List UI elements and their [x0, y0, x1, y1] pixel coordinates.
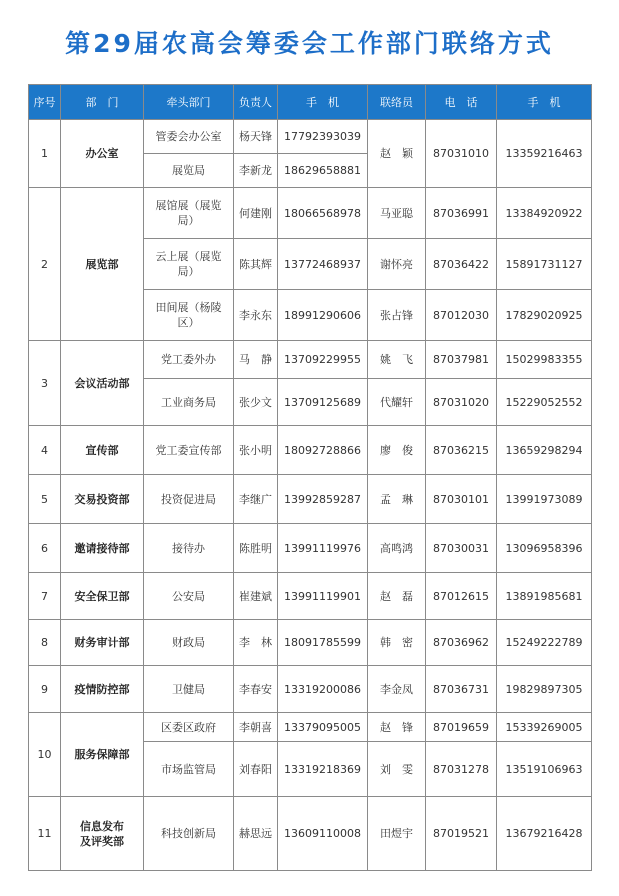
- lead-unit: 科技创新局: [144, 797, 234, 871]
- contact-mobile: 15339269005: [497, 713, 592, 742]
- contact-mobile: 17829020925: [497, 290, 592, 341]
- contact-phone: 87031020: [426, 379, 497, 426]
- contact-phone: 87036962: [426, 620, 497, 666]
- table-row: [29, 573, 592, 620]
- row-number: 9: [29, 666, 61, 713]
- head-mobile: 13772468937: [278, 239, 368, 290]
- contact-phone: 87030031: [426, 524, 497, 573]
- lead-unit: 工业商务局: [144, 379, 234, 426]
- department-name: 展览部: [61, 188, 144, 341]
- head-mobile: 17792393039: [278, 120, 368, 154]
- header-cell: 联络员: [368, 85, 426, 120]
- contact-name: 刘 雯: [368, 742, 426, 797]
- head-name: 陈其辉: [234, 239, 278, 290]
- contact-phone: 87036731: [426, 666, 497, 713]
- head-name: 李继广: [234, 475, 278, 524]
- contact-mobile: 13991973089: [497, 475, 592, 524]
- table-row: [29, 120, 592, 154]
- lead-unit: 财政局: [144, 620, 234, 666]
- contact-mobile: 13891985681: [497, 573, 592, 620]
- contact-name: 高鸣鸿: [368, 524, 426, 573]
- header-cell: 负责人: [234, 85, 278, 120]
- header-cell: 电 话: [426, 85, 497, 120]
- header-cell: 部 门: [61, 85, 144, 120]
- contact-name: 姚 飞: [368, 341, 426, 379]
- contact-mobile: 13659298294: [497, 426, 592, 475]
- contact-mobile: 13096958396: [497, 524, 592, 573]
- row-number: 7: [29, 573, 61, 620]
- table-row: [29, 475, 592, 524]
- row-number: 5: [29, 475, 61, 524]
- contact-mobile: 13384920922: [497, 188, 592, 239]
- head-name: 赫思远: [234, 797, 278, 871]
- head-name: 刘春阳: [234, 742, 278, 797]
- head-mobile: 13319200086: [278, 666, 368, 713]
- contact-mobile: 15229052552: [497, 379, 592, 426]
- row-number: 4: [29, 426, 61, 475]
- table-row: [29, 341, 592, 379]
- contact-name: 韩 密: [368, 620, 426, 666]
- head-name: 李朝喜: [234, 713, 278, 742]
- table-row: [29, 713, 592, 742]
- head-mobile: 13709229955: [278, 341, 368, 379]
- head-mobile: 18066568978: [278, 188, 368, 239]
- contact-mobile: 13519106963: [497, 742, 592, 797]
- row-number: 2: [29, 188, 61, 341]
- row-number: 3: [29, 341, 61, 426]
- head-name: 李永东: [234, 290, 278, 341]
- contact-phone: 87019521: [426, 797, 497, 871]
- department-name: 信息发布及评奖部: [61, 797, 144, 871]
- contact-table: [28, 84, 592, 871]
- contact-mobile: 13359216463: [497, 120, 592, 188]
- department-name: 宣传部: [61, 426, 144, 475]
- head-name: 杨天锋: [234, 120, 278, 154]
- table-row: [29, 797, 592, 871]
- lead-unit: 区委区政府: [144, 713, 234, 742]
- head-name: 崔建斌: [234, 573, 278, 620]
- lead-unit: 田间展（杨陵区）: [144, 290, 234, 341]
- contact-phone: 87036422: [426, 239, 497, 290]
- head-mobile: 18991290606: [278, 290, 368, 341]
- contact-name: 谢怀亮: [368, 239, 426, 290]
- head-name: 李 林: [234, 620, 278, 666]
- contact-name: 李金凤: [368, 666, 426, 713]
- department-name: 疫情防控部: [61, 666, 144, 713]
- lead-unit: 党工委宣传部: [144, 426, 234, 475]
- department-name: 交易投资部: [61, 475, 144, 524]
- head-mobile: 13609110008: [278, 797, 368, 871]
- contact-mobile: 15029983355: [497, 341, 592, 379]
- header-cell: 牵头部门: [144, 85, 234, 120]
- row-number: 10: [29, 713, 61, 797]
- page-title: 第29届农高会筹委会工作部门联络方式: [65, 29, 554, 58]
- contact-phone: 87037981: [426, 341, 497, 379]
- contact-mobile: 19829897305: [497, 666, 592, 713]
- head-mobile: 13319218369: [278, 742, 368, 797]
- header-cell: 手 机: [278, 85, 368, 120]
- contact-name: 赵 磊: [368, 573, 426, 620]
- contact-phone: 87019659: [426, 713, 497, 742]
- row-number: 8: [29, 620, 61, 666]
- department-name: 安全保卫部: [61, 573, 144, 620]
- department-name: 办公室: [61, 120, 144, 188]
- lead-unit: 云上展（展览局）: [144, 239, 234, 290]
- head-mobile: 18091785599: [278, 620, 368, 666]
- head-name: 马 静: [234, 341, 278, 379]
- contact-mobile: 15249222789: [497, 620, 592, 666]
- header-cell: 手 机: [497, 85, 592, 120]
- row-number: 6: [29, 524, 61, 573]
- table-row: [29, 524, 592, 573]
- contact-phone: 87031278: [426, 742, 497, 797]
- head-mobile: 13709125689: [278, 379, 368, 426]
- lead-unit: 展览局: [144, 154, 234, 188]
- head-mobile: 13991119976: [278, 524, 368, 573]
- contact-phone: 87030101: [426, 475, 497, 524]
- head-mobile: 13379095005: [278, 713, 368, 742]
- contact-phone: 87012030: [426, 290, 497, 341]
- contact-name: 张占锋: [368, 290, 426, 341]
- head-name: 张小明: [234, 426, 278, 475]
- contact-name: 赵 锋: [368, 713, 426, 742]
- head-name: 张少文: [234, 379, 278, 426]
- head-mobile: 13991119901: [278, 573, 368, 620]
- row-number: 1: [29, 120, 61, 188]
- table-row: [29, 620, 592, 666]
- lead-unit: 市场监管局: [144, 742, 234, 797]
- contact-phone: 87031010: [426, 120, 497, 188]
- lead-unit: 公安局: [144, 573, 234, 620]
- table-row: [29, 666, 592, 713]
- header-cell: 序号: [29, 85, 61, 120]
- contact-phone: 87036215: [426, 426, 497, 475]
- head-mobile: 13992859287: [278, 475, 368, 524]
- head-mobile: 18092728866: [278, 426, 368, 475]
- head-name: 李新龙: [234, 154, 278, 188]
- header-row: [29, 85, 592, 120]
- head-name: 陈胜明: [234, 524, 278, 573]
- contact-name: 孟 琳: [368, 475, 426, 524]
- lead-unit: 展馆展（展览局）: [144, 188, 234, 239]
- row-number: 11: [29, 797, 61, 871]
- contact-name: 马亚聪: [368, 188, 426, 239]
- department-name: 服务保障部: [61, 713, 144, 797]
- head-mobile: 18629658881: [278, 154, 368, 188]
- contact-name: 廖 俊: [368, 426, 426, 475]
- contact-phone: 87012615: [426, 573, 497, 620]
- department-name: 邀请接待部: [61, 524, 144, 573]
- lead-unit: 卫健局: [144, 666, 234, 713]
- department-name: 财务审计部: [61, 620, 144, 666]
- contact-name: 田煜宇: [368, 797, 426, 871]
- contact-mobile: 13679216428: [497, 797, 592, 871]
- contact-name: 代耀轩: [368, 379, 426, 426]
- lead-unit: 投资促进局: [144, 475, 234, 524]
- lead-unit: 管委会办公室: [144, 120, 234, 154]
- head-name: 李春安: [234, 666, 278, 713]
- table-row: [29, 426, 592, 475]
- lead-unit: 党工委外办: [144, 341, 234, 379]
- department-name: 会议活动部: [61, 341, 144, 426]
- contact-phone: 87036991: [426, 188, 497, 239]
- head-name: 何建刚: [234, 188, 278, 239]
- contact-mobile: 15891731127: [497, 239, 592, 290]
- contact-name: 赵 颖: [368, 120, 426, 188]
- table-row: [29, 188, 592, 239]
- lead-unit: 接待办: [144, 524, 234, 573]
